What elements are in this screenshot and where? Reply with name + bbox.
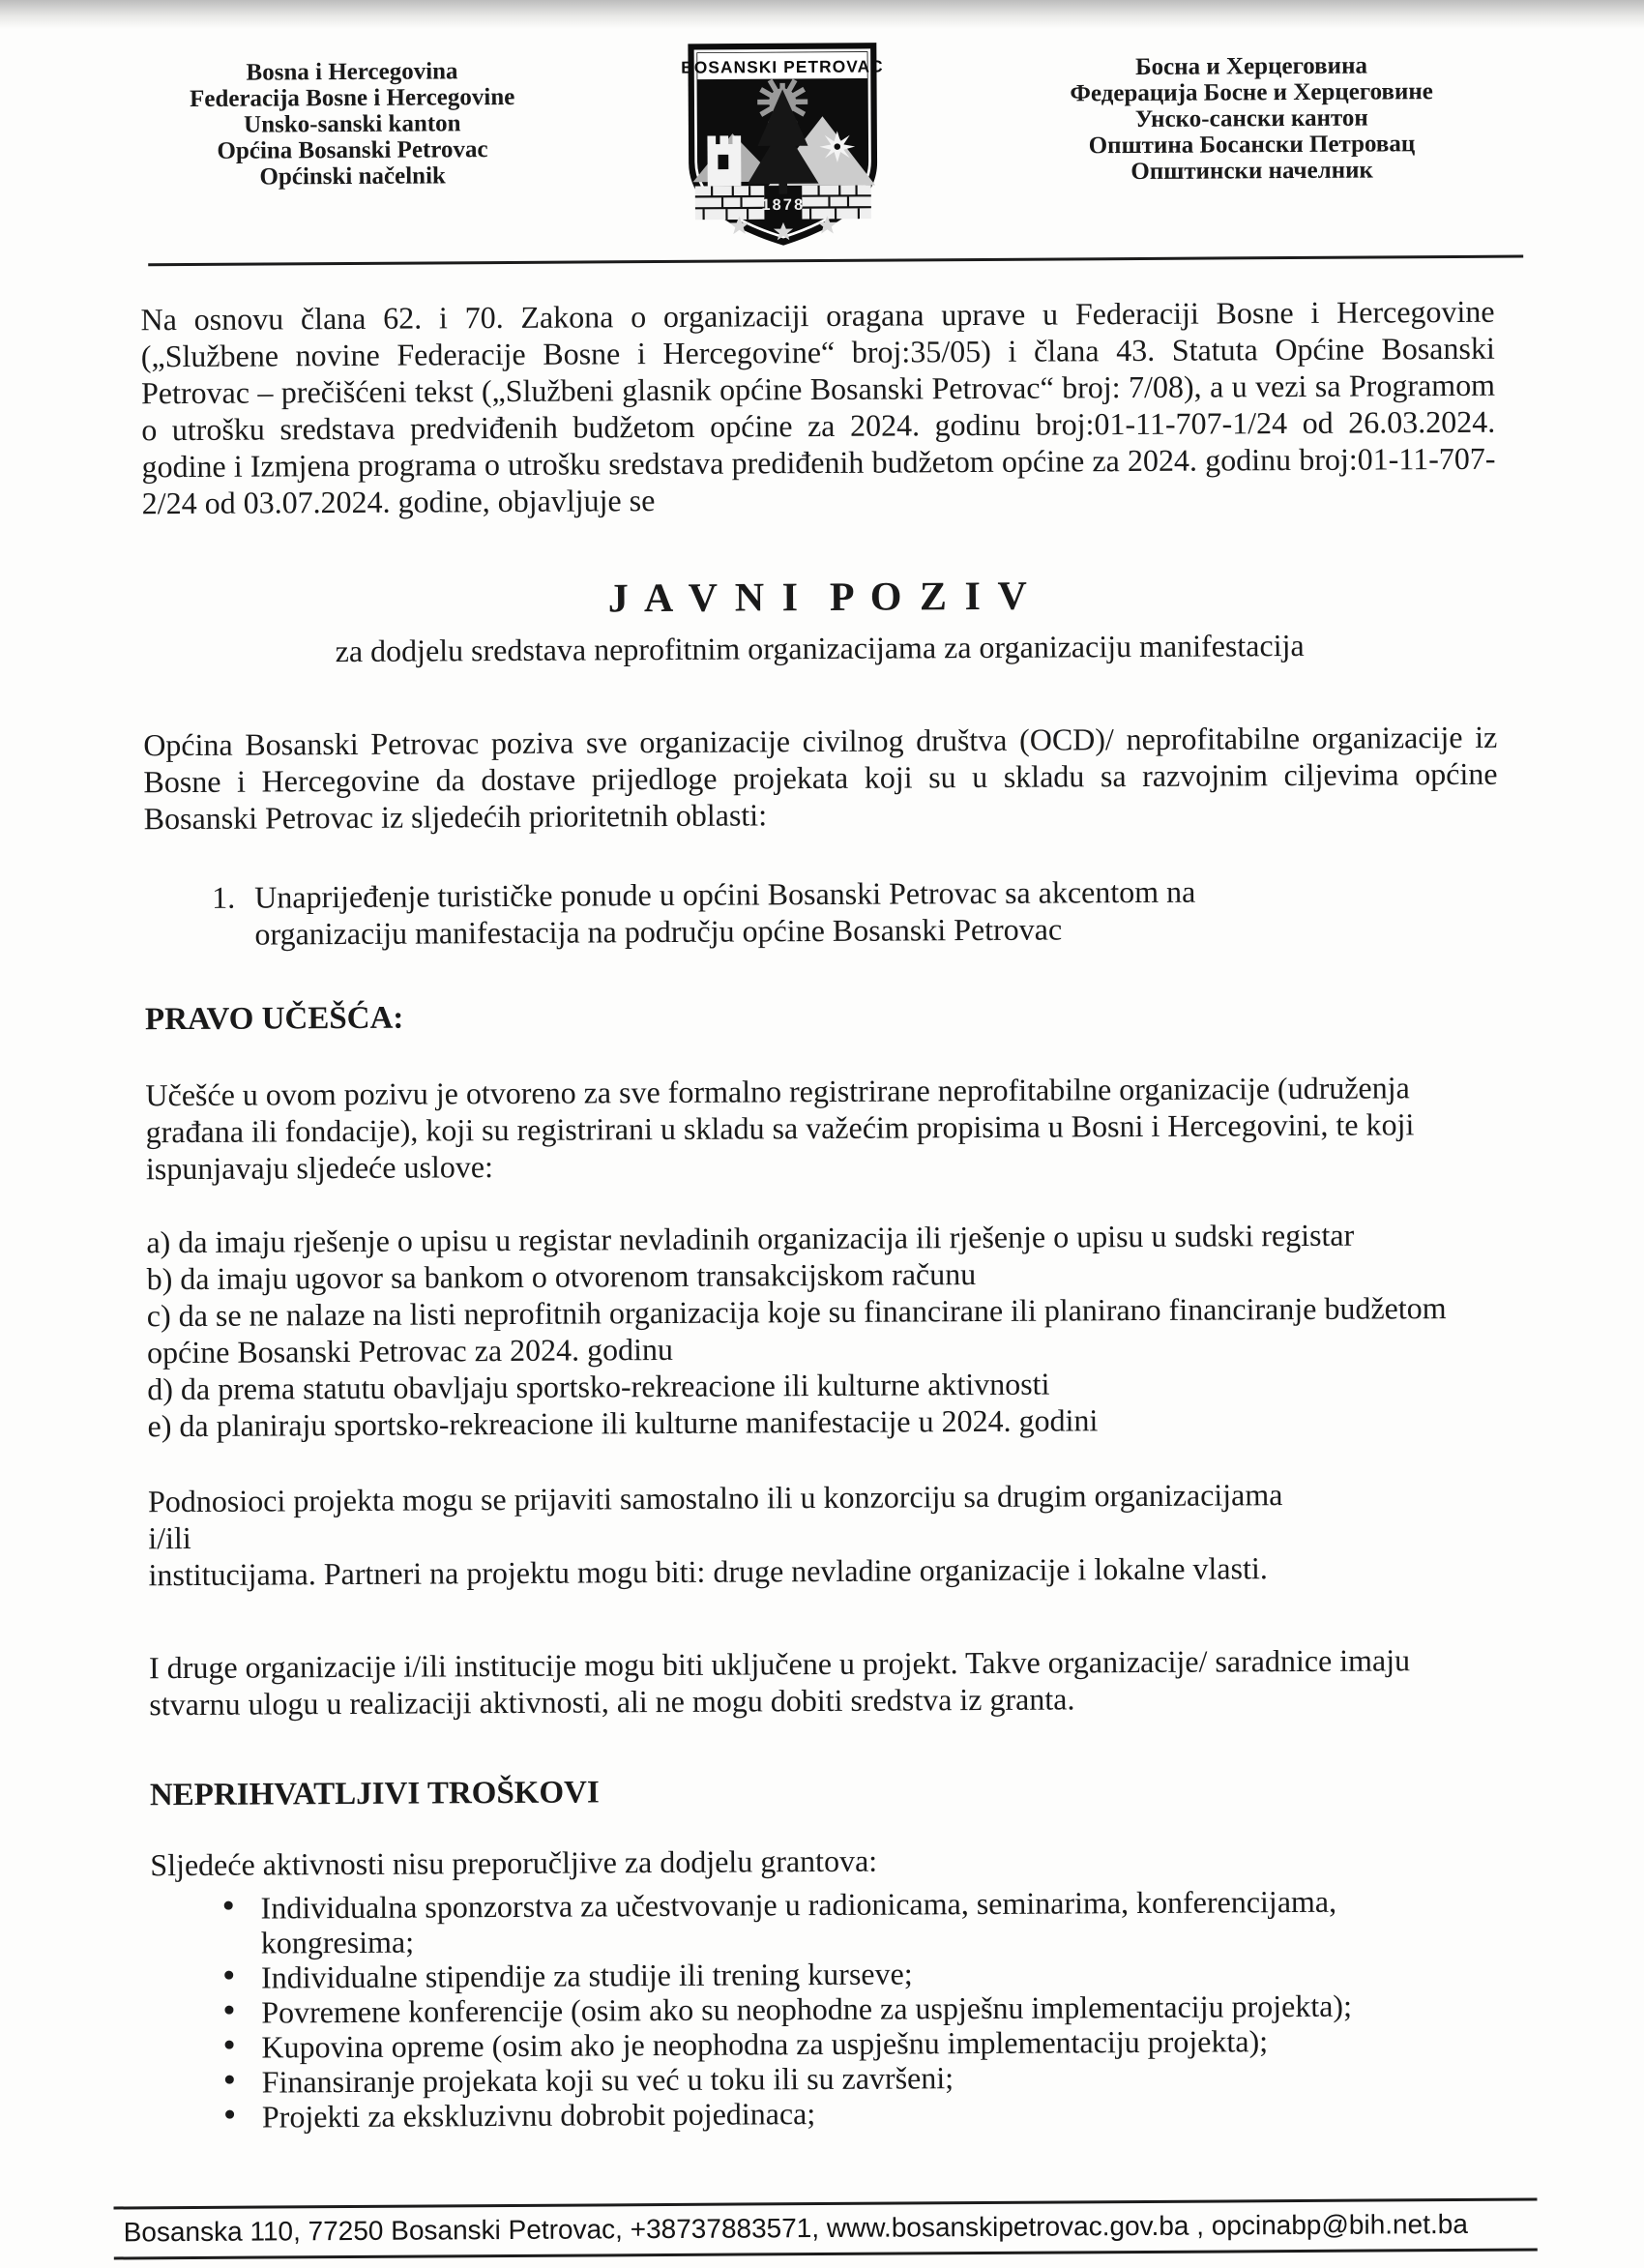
document-body <box>0 257 1644 2135</box>
header-right-line-1: Босна и Херцеговина <box>1134 52 1368 81</box>
header-right-line-5: Општински начелник <box>1130 157 1374 186</box>
footer-contact-line: Bosanska 110, 77250 Bosanski Petrovac, +38737883571, www.bosanskipetrovac.gov.ba , opcinabp@bih.net.ba <box>123 2208 1468 2248</box>
consortium-paragraph: Podnosioci projekta mogu se prijaviti samostalno ili u konzorciju sa drugim organizacijama i/ili institucijama. Partneri na projektu mogu biti: druge nevladine organizacije i lokalne vlasti. <box>147 1477 1283 1593</box>
unacceptable-costs-list <box>150 1883 1506 2135</box>
header-left-line-1: Bosna i Hercegovina <box>246 58 458 86</box>
cost-item-6: • Projekti za ekskluzivnu dobrobit pojedinaca; <box>221 2092 1413 2135</box>
header-left-line-2: Federacija Bosne i Hercegovine <box>189 83 515 112</box>
header-left-latin <box>120 57 585 191</box>
section-heading-unacceptable-costs: NEPRIHVATLJIVI TROŠKOVI <box>149 1775 600 1813</box>
condition-item-d: d) da prema statutu obavljaju sportsko-rekreacione ili kulturne aktivnosti <box>147 1366 1050 1407</box>
cost-item-4: • Kupovina opreme (osim ako je neophodna za uspješnu implementaciju projekta); <box>220 2022 1412 2065</box>
legal-basis-paragraph: Na osnovu člana 62. i 70. Zakona o organizaciji oragana uprave u Federaciji Bosne i Hercegovine („Službene novine Federacije Bosne i Hercegovine“ broj:35/05) i člana 43. Statuta Općine Bosanski Petrovac – prečišćeni tekst („Službeni glasnik općine Bosanski Petrovac“ broj: 7/08), a u vezi sa Programom o utrošku sredstava predviđenih budžetom općine za 2024. godinu broj:01-11-707-1/24 od 26.03.2024. godine i Izmjena programa o utrošku sredstava prediđenih budžetom općine za 2024. godinu broj:01-11-707-2/24 od 03.07.2024. godine, objavljuje se <box>140 293 1496 521</box>
call-paragraph: Općina Bosanski Petrovac poziva sve organizacije civilnog društva (OCD)/ neprofitabilne organizacije iz Bosne i Hercegovine da dostave prijedloge projekata koji su u skladu sa razvojnim ciljevima općine Bosanski Petrovac iz sljedećih prioritetnih oblasti: <box>143 719 1498 837</box>
eligibility-conditions-list <box>146 1216 1501 1445</box>
emblem-castle-tower <box>707 135 741 186</box>
section-heading-eligibility: PRAVO UČEŠĆA: <box>144 1000 404 1038</box>
condition-item-b: b) da imaju ugovor sa bankom o otvorenom transakcijskom računu <box>146 1256 977 1297</box>
cost-item-1: • Individualna sponzorstva za učestvovanje u radionicama, seminarima, konferencijama, kongresima; <box>220 1883 1411 1960</box>
cost-item-2: • Individualne stipendije za studije ili trening kurseve; <box>220 1953 1412 1995</box>
priority-area-item <box>212 871 1498 953</box>
priority-item-number: 1. <box>212 879 236 915</box>
header-right-cyrillic <box>981 52 1523 186</box>
header-left-line-4: Općina Bosanski Petrovac <box>217 136 488 164</box>
coat-of-arms-icon <box>676 37 890 252</box>
document-footer <box>113 2198 1537 2260</box>
unacceptable-costs-intro: Sljedeće aktivnosti nisu preporučljive za dodjelu grantova: <box>150 1842 878 1883</box>
header-left-line-3: Unsko-sanski kanton <box>244 110 461 138</box>
partner-organizations-paragraph: I druge organizacije i/ili institucije mogu biti uključene u projekt. Takve organizacije/ saradnice imaju stvarnu ulogu u realizaciji aktivnosti, ali ne mogu dobiti sredstva iz granta. <box>148 1642 1411 1723</box>
emblem-year-text: 1878 <box>761 195 806 215</box>
document-title: J A V N I P O Z I V <box>607 574 1032 622</box>
header-right-line-3: Унско-сански кантон <box>1134 104 1368 133</box>
scanner-edge-artifact <box>0 0 1644 29</box>
header-left-line-5: Općinski načelnik <box>259 162 446 191</box>
municipal-coat-of-arms <box>676 37 890 252</box>
condition-item-c: c) da se ne nalaze na listi neprofitnih organizacija koje su financirane ili planirano financiranje budžetom općine Bosanski Petrovac za 2024. godinu <box>146 1290 1447 1370</box>
cost-item-5: • Finansiranje projekata koji su već u toku ili su završeni; <box>221 2057 1413 2100</box>
eligibility-intro-paragraph: Učešće u ovom pozivu je otvoreno za sve formalno registrirane neprofitabilne organizacije (udruženja građana ili fondacije), koji su registrirani u skladu sa važećim propisima u Bosni i Hercegovini, te koji ispunjavaju sljedeće uslove: <box>145 1070 1415 1187</box>
document-subtitle: za dodjelu sredstava neprofitnim organizacijama za organizaciju manifestacija <box>335 627 1305 669</box>
emblem-title-text: BOSANSKI PETROVAC <box>681 56 884 77</box>
cost-item-3: • Povremene konferencije (osim ako su neophodne za uspješnu implementaciju projekta); <box>220 1988 1412 2030</box>
header-right-line-4: Општина Босански Петровац <box>1088 131 1416 160</box>
condition-item-a: a) da imaju rješenje o upisu u registar nevladinih organizacija ili rješenje o upisu u sudski registar <box>146 1217 1355 1260</box>
document-header <box>0 0 1639 256</box>
header-right-line-2: Федерација Босне и Херцеговине <box>1070 78 1433 107</box>
priority-item-text: Unaprijeđenje turističke ponude u općini Bosanski Petrovac sa akcentom na organizaciju manifestacija na području općine Bosanski Petrovac <box>254 873 1196 952</box>
condition-item-e: e) da planiraju sportsko-rekreacione ili kulturne manifestacije u 2024. godini <box>147 1402 1099 1444</box>
